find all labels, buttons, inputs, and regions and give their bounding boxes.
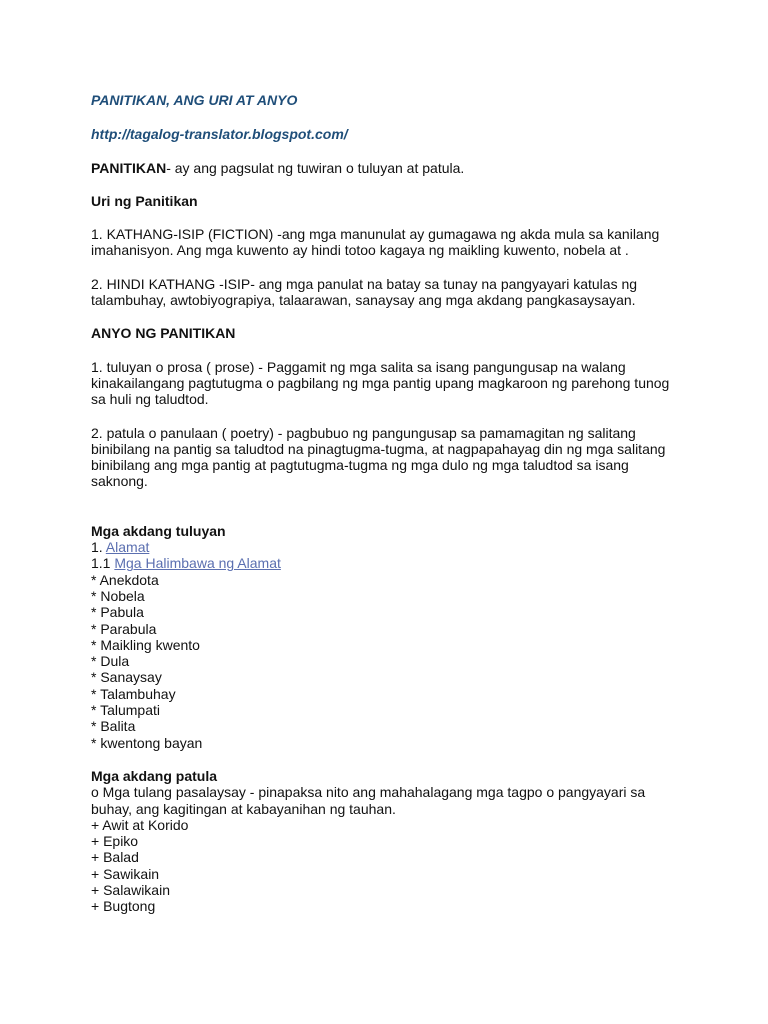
text-line: 1. KATHANG-ISIP (FICTION) -ang mga manunulat ay gumagawa ng akda mula sa kanilang: [91, 226, 660, 243]
text-line: binibilang na pantig sa taludtod na pinagtugma-tugma, at nagpapahayag din ng mga salitang: [91, 440, 666, 457]
text-line: o Mga tulang pasalaysay - pinapaksa nito ang mahahalagang mga tagpo o pangyayari sa: [91, 784, 646, 801]
definition-term: PANITIKAN: [91, 159, 167, 176]
halimbawa-line: [91, 555, 708, 571]
tuluyan-section: [91, 523, 708, 751]
list-item: * Pabula: [91, 604, 144, 621]
patula-heading: Mga akdang patula: [91, 767, 218, 784]
anyo-item-1: [91, 359, 708, 408]
halimbawa-alamat-link[interactable]: Mga Halimbawa ng Alamat: [114, 555, 281, 572]
list-item: * Maikling kwento: [91, 636, 200, 653]
text-line: 2. patula o panulaan ( poetry) - pagbubuo ng pangungusap sa pamamagitan ng salitang: [91, 424, 636, 441]
text-line: kinakailangang pagtutugma o pagbilang ng mga pantig upang magkaroon ng parehong tunog: [91, 374, 670, 391]
list-item: * Anekdota: [91, 571, 159, 588]
alamat-link[interactable]: Alamat: [105, 539, 150, 556]
text-line: 1. tuluyan o prosa ( prose) - Paggamit ng mga salita sa isang pangungusap na walang: [91, 358, 626, 375]
list-item: + Sawikain: [91, 865, 160, 882]
list-number: 1.: [91, 539, 106, 556]
list-number: 1.1: [91, 555, 115, 572]
uri-heading: Uri ng Panitikan: [91, 192, 198, 209]
list-item: * Nobela: [91, 587, 145, 604]
source-url: http://tagalog-translator.blogspot.com/: [91, 126, 348, 143]
text-line: sa huli ng taludtod.: [91, 391, 209, 408]
list-item: * Talumpati: [91, 702, 161, 719]
text-line: 2. HINDI KATHANG -ISIP- ang mga panulat na batay sa tunay na pangyayari katulas ng: [91, 275, 638, 292]
patula-section: [91, 768, 708, 915]
list-item: + Salawikain: [91, 881, 170, 898]
list-item: * Dula: [91, 653, 130, 670]
anyo-heading: ANYO NG PANITIKAN: [91, 325, 236, 342]
list-item: * Talambuhay: [91, 685, 176, 702]
tuluyan-heading: Mga akdang tuluyan: [91, 522, 226, 539]
definition-text: - ay ang pagsulat ng tuwiran o tuluyan at patula.: [166, 159, 465, 176]
text-line: imahanisyon. Ang mga kuwento ay hindi totoo kagaya ng maikling kuwento, nobela at .: [91, 242, 629, 259]
list-item: * Balita: [91, 718, 136, 735]
alamat-line: [91, 539, 708, 555]
list-item: * Sanaysay: [91, 669, 162, 686]
list-item: + Balad: [91, 849, 139, 866]
list-item: + Bugtong: [91, 898, 156, 915]
list-item: + Epiko: [91, 833, 139, 850]
list-item: * kwentong bayan: [91, 734, 203, 751]
text-line: binibilang ang mga pantig at pagtutugma-tugma ng mga dulo ng mga taludtod sa isang: [91, 457, 629, 474]
anyo-item-2: [91, 425, 708, 490]
definition-paragraph: [91, 160, 708, 176]
list-item: + Awit at Korido: [91, 816, 189, 833]
text-line: talambuhay, awtobiyograpiya, talaarawan, sanaysay ang mga akdang pangkasaysayan.: [91, 292, 636, 309]
uri-item-1: [91, 226, 708, 259]
document-title: PANITIKAN, ANG URI AT ANYO: [91, 92, 298, 108]
uri-item-2: [91, 276, 708, 309]
text-line: buhay, ang kagitingan at kabayanihan ng tauhan.: [91, 800, 396, 817]
text-line: saknong.: [91, 473, 148, 490]
list-item: * Parabula: [91, 620, 157, 637]
